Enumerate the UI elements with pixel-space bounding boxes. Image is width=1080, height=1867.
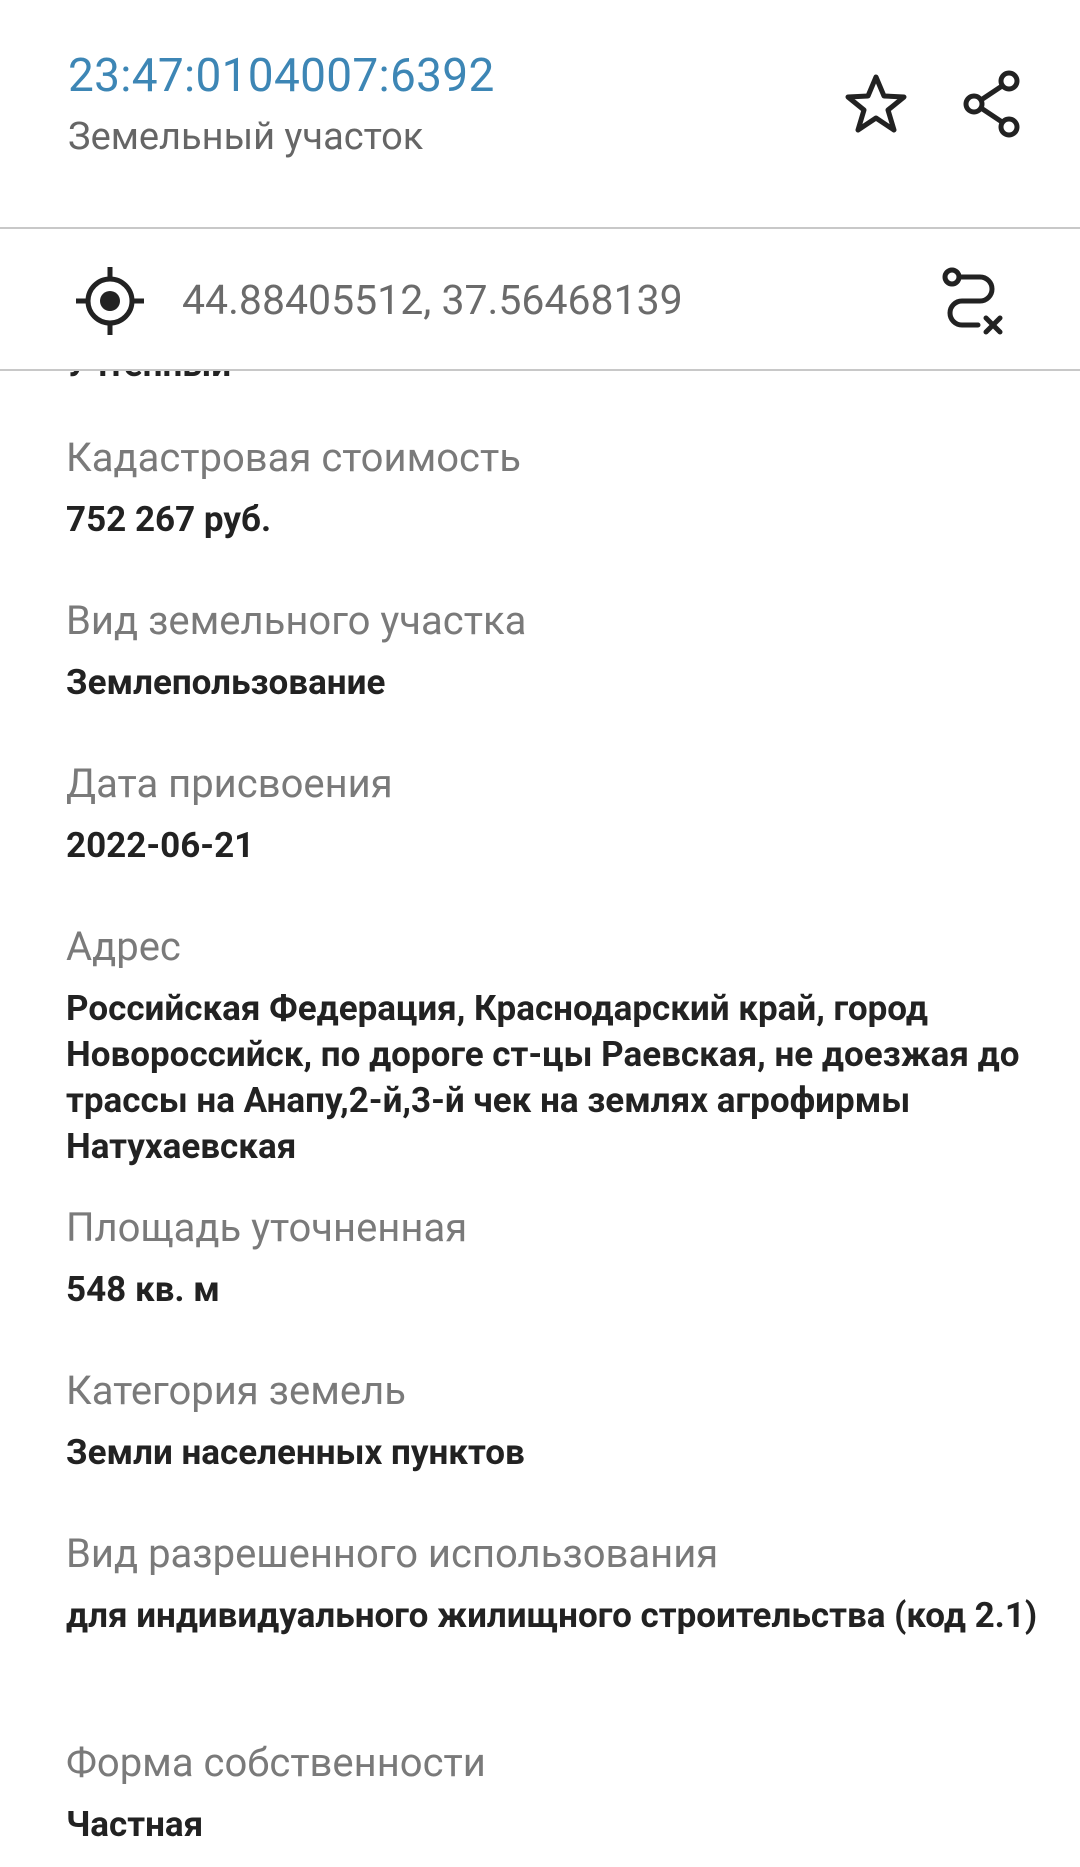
field-value: 2022-06-21 bbox=[66, 825, 255, 866]
field-value: 752 267 руб. bbox=[66, 499, 272, 540]
route-clear-icon bbox=[938, 266, 1008, 336]
details-list bbox=[0, 371, 1080, 1867]
field-label: Кадастровая стоимость bbox=[66, 434, 521, 481]
field-assignment-date bbox=[66, 759, 1076, 869]
gps-target-icon bbox=[74, 265, 146, 337]
object-type-label: Земельный участок bbox=[68, 115, 424, 159]
field-label: Дата присвоения bbox=[66, 760, 393, 807]
field-value: Земли населенных пунктов bbox=[66, 1432, 525, 1473]
field-label: Вид разрешенного использования bbox=[66, 1530, 719, 1577]
field-label: Форма собственности bbox=[66, 1739, 486, 1786]
favorite-button[interactable] bbox=[836, 64, 916, 144]
field-permitted-use bbox=[66, 1529, 1076, 1639]
field-label: Вид земельного участка bbox=[66, 597, 527, 644]
field-land-category bbox=[66, 1366, 1076, 1476]
object-header bbox=[0, 0, 1080, 229]
field-label: Адрес bbox=[66, 923, 181, 970]
field-label: Площадь уточненная bbox=[66, 1204, 468, 1251]
coordinates-bar bbox=[0, 229, 1080, 371]
route-button[interactable] bbox=[928, 261, 1018, 341]
field-value: 548 кв. м bbox=[66, 1269, 220, 1310]
share-button[interactable] bbox=[952, 64, 1032, 144]
field-address bbox=[66, 922, 1076, 1170]
field-label: Категория земель bbox=[66, 1367, 406, 1414]
field-value: Российская Федерация, Краснодарский край, город Новороссийск, по дороге ст-цы Раевская, не доезжая до трассы на Анапу,2-й,3-й чек на землях агрофирмы Натухаевская bbox=[66, 988, 1020, 1167]
field-value: Частная bbox=[66, 1804, 204, 1845]
coordinates-text[interactable]: 44.88405512, 37.56468139 bbox=[182, 277, 683, 325]
field-area bbox=[66, 1203, 1076, 1313]
cadastral-number[interactable]: 23:47:0104007:6392 bbox=[68, 49, 495, 103]
locate-button[interactable] bbox=[70, 261, 150, 341]
share-icon bbox=[960, 69, 1024, 139]
field-ownership-form bbox=[66, 1738, 1076, 1848]
star-outline-icon bbox=[843, 72, 909, 136]
field-cadastral-value bbox=[66, 433, 1076, 543]
field-value: для индивидуального жилищного строительства (код 2.1) bbox=[66, 1595, 1038, 1636]
field-value: Землепользование bbox=[66, 662, 386, 703]
field-land-kind bbox=[66, 596, 1076, 706]
